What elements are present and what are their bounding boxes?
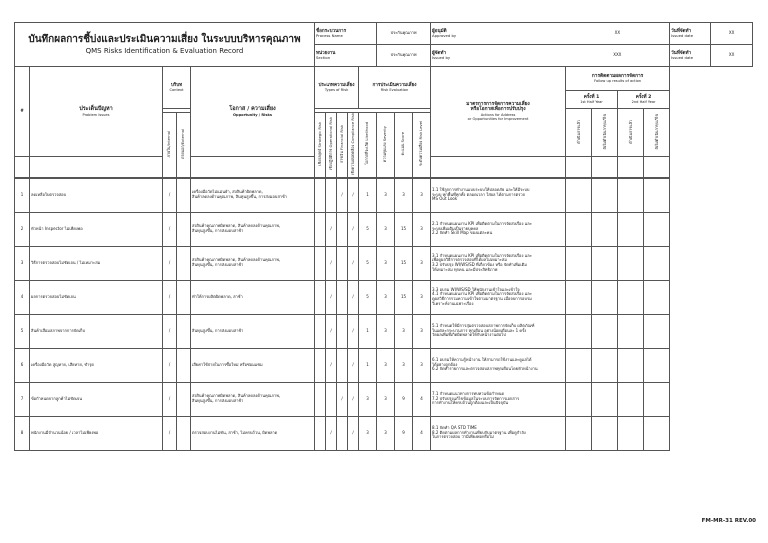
row-h2-progress xyxy=(618,416,644,450)
row-h2-not-done xyxy=(644,246,670,280)
col-h2-progress: ดำเนินการแล้ว xyxy=(618,109,644,157)
row-score: 9 xyxy=(395,416,413,450)
row-blank-1 xyxy=(670,178,711,212)
row-level: 3 xyxy=(413,212,431,246)
col-internal: ภายใน/Internal xyxy=(163,113,177,178)
row-h1-progress xyxy=(566,348,592,382)
row-actions-line: ในการตรวจสอบ ว่ามีเพียงพอหรือไม่ xyxy=(432,434,494,440)
row-financial xyxy=(337,280,348,314)
col-h2-not-done: ยังไม่ดำเนินการ/แก้ไข xyxy=(644,109,670,157)
sub-header-table xyxy=(14,112,753,178)
column-header-row-1 xyxy=(15,67,753,91)
col-number: # xyxy=(15,67,30,157)
row-issue: หัวหน้า Inspector ไม่เพียงพอ xyxy=(30,212,163,246)
row-blank-2 xyxy=(711,246,753,280)
row-likelihood: 1 xyxy=(359,178,377,212)
row-actions-line: 2.2 จัดทำ Skill Map ของแต่ละคน xyxy=(432,230,493,236)
row-h2-progress xyxy=(618,348,644,382)
row-issue: ผลการตรวจสอบไม่ชัดเจน xyxy=(30,280,163,314)
row-risk-line: ตรวจสอบงานไม่ทัน, ล่าช้า, ไม่ครบถ้วน, ผิดพลาด xyxy=(192,429,278,435)
issued-date-label-1: วันที่จัดทำ Issued date xyxy=(670,23,711,45)
row-severity: 3 xyxy=(377,314,395,348)
row-external xyxy=(177,212,191,246)
row-risk-line: ส่งสินค้าคุณภาพผิดพลาด, สินค้าลดลงด้านคุณภาพ, xyxy=(192,223,281,229)
row-risk-line: สินค้าลดลงด้านคุณภาพ, สินทุนสูงขึ้น, การส่งมอบล่าช้า xyxy=(192,194,287,199)
row-risk xyxy=(191,348,315,382)
row-actions-line: ได้อย่างถูกต้อง xyxy=(432,361,458,367)
row-risk xyxy=(191,314,315,348)
row-risk-line: เสียค่าใช้จ่ายในการซื้อใหม่ หรือซ่อมแซม xyxy=(192,361,263,367)
row-operational xyxy=(326,178,337,212)
row-severity: 3 xyxy=(377,280,395,314)
row-risk-line: ส่งสินค้าคุณภาพผิดพลาด, สินค้าลดลงด้านคุณภาพ, xyxy=(192,257,281,263)
row-score: 15 xyxy=(395,246,413,280)
row-actions-line: 1.1 ใช้ลูกการทำงานแบบระบบให้ปลอดภัย และให้มีระบบ xyxy=(432,187,530,193)
row-compliance: / xyxy=(348,178,359,212)
row-actions-line: ระบบ ทุกพื้นที่ทุกทั้ง ตลอดเวลา ใส่ผล ได้ตามการตรวจ xyxy=(432,191,525,197)
row-likelihood: 5 xyxy=(359,280,377,314)
row-actions-line: การทำงานให้ครบถ้วนถูกต้องและเป็นปัจจุบัน xyxy=(432,400,509,406)
row-actions xyxy=(431,280,566,314)
col-half-1: ครั้งที่ 1 1st Half Year xyxy=(566,91,618,109)
issued-by-label: ผู้จัดทำ Issued by xyxy=(431,45,566,67)
row-financial xyxy=(337,314,348,348)
row-internal: / xyxy=(163,246,177,280)
issued-date-value-1: XX xyxy=(711,23,753,45)
table-row xyxy=(15,382,753,416)
col-follow-up: การติดตามผลการจัดการ Follow up results of action xyxy=(566,67,670,91)
row-level: 4 xyxy=(413,382,431,416)
row-severity: 3 xyxy=(377,348,395,382)
row-actions-line: 7.2 ปรับปรุงแก้ไขข้อมูลในระบบการจัดการเอกสาร xyxy=(432,395,520,401)
row-financial xyxy=(337,246,348,280)
row-h2-not-done xyxy=(644,314,670,348)
row-h2-progress xyxy=(618,178,644,212)
row-operational: / xyxy=(326,416,337,450)
risk-rows xyxy=(15,178,753,450)
col-half-2: ครั้งที่ 2 2nd Half Year xyxy=(618,91,670,109)
row-h2-progress xyxy=(618,382,644,416)
row-number: 4 xyxy=(15,280,30,314)
row-severity: 3 xyxy=(377,212,395,246)
row-external xyxy=(177,416,191,450)
row-h1-not-done xyxy=(592,178,618,212)
risk-rows-table xyxy=(14,178,753,451)
row-h2-not-done xyxy=(644,348,670,382)
row-actions-line: 8.2 ติดตามผลการทำงานเทียบกับมาตรฐาน เพื่อดูกำลัง xyxy=(432,429,526,435)
row-actions xyxy=(431,212,566,246)
row-operational: / xyxy=(326,280,337,314)
row-financial xyxy=(337,348,348,382)
process-name-value: ประกันคุณภาพ xyxy=(377,23,431,45)
row-score: 3 xyxy=(395,314,413,348)
row-actions-line: 2.1 กำหนดแผนงาน KPI เพื่อติดตามในการจัดส่งเรื่อง และ xyxy=(432,221,532,227)
row-score: 15 xyxy=(395,280,413,314)
row-financial xyxy=(337,416,348,450)
row-internal: / xyxy=(163,280,177,314)
col-problem-issues: ประเด็นปัญหา Problem Issues xyxy=(30,67,163,157)
row-h1-progress xyxy=(566,280,592,314)
row-strategic xyxy=(315,212,326,246)
sub-header-row xyxy=(15,113,753,178)
row-h2-progress xyxy=(618,280,644,314)
row-compliance: / xyxy=(348,314,359,348)
section-value: ประกันคุณภาพ xyxy=(377,45,431,67)
table-row xyxy=(15,314,753,348)
col-types-of-risk: ประเภทความเสี่ยง Types of Risk xyxy=(315,67,359,109)
col-score: คะแนน Score xyxy=(395,113,413,178)
row-compliance: / xyxy=(348,212,359,246)
row-score: 3 xyxy=(395,348,413,382)
row-h1-progress xyxy=(566,212,592,246)
col-type-compliance: เชิงความสอดคล้อง Compliance Risk xyxy=(348,113,359,178)
row-external xyxy=(177,382,191,416)
row-h1-progress xyxy=(566,416,592,450)
row-risk-line: สินทุนสูงขึ้น, การส่งมอบล่าช้า xyxy=(192,228,244,233)
row-actions-line: วัดผลเพิ่มที่เกิดผิดพลาดให้กับหน้างานต่อไป xyxy=(432,332,506,338)
row-actions-line: ให้เหมาะสม ทุกคน และมีประสิทธิภาพ xyxy=(432,266,498,272)
row-actions-line: ในแต่ละกระบวนการ ทุกเดือน อย่างน้อยเดือนละ 1 ครั้ง xyxy=(432,327,527,333)
col-likelihood: โอกาสที่จะเกิด Likelihood xyxy=(359,113,377,178)
row-actions xyxy=(431,246,566,280)
row-level: 4 xyxy=(413,416,431,450)
row-risk-line: สินทุนสูงขึ้น, การส่งมอบล่าช้า xyxy=(192,398,244,403)
row-risk xyxy=(191,416,315,450)
row-operational: / xyxy=(326,314,337,348)
risk-record-sheet xyxy=(14,22,752,504)
row-actions-line: 4.1 กำหนดแผนงาน KPI เพื่อติดตามในการจัดส่งเรื่อง และ xyxy=(432,291,532,297)
row-compliance: / xyxy=(348,280,359,314)
row-score: 15 xyxy=(395,212,413,246)
approved-by-value: XX xyxy=(566,23,670,45)
row-risk-line: สินทุนสูงขึ้น, การส่งมอบล่าช้า xyxy=(192,262,244,267)
row-h2-progress xyxy=(618,212,644,246)
issued-by-value: XXX xyxy=(566,45,670,67)
row-operational: / xyxy=(326,348,337,382)
row-score: 3 xyxy=(395,178,413,212)
row-h1-not-done xyxy=(592,314,618,348)
row-h1-not-done xyxy=(592,382,618,416)
row-risk xyxy=(191,280,315,314)
row-number: 5 xyxy=(15,314,30,348)
col-type-financial: การเงิน Financial Risk xyxy=(337,113,348,178)
row-level: 3 xyxy=(413,246,431,280)
row-risk-line: เครื่องมือวัดไม่แม่นยำ, ส่งสินค้าผิดพลาด, xyxy=(192,189,263,195)
row-actions xyxy=(431,348,566,382)
row-actions-line: เพื่อดูผลวิธีการตรวจสอบที่ได้ผลไม่เหมาะสม xyxy=(432,257,507,263)
col-risk-evaluation: การประเมินความเสี่ยง Risk Evaluation xyxy=(359,67,431,109)
row-internal: / xyxy=(163,314,177,348)
row-blank-1 xyxy=(670,314,711,348)
row-level: 3 xyxy=(413,280,431,314)
col-severity: ความรุนแรง Severity xyxy=(377,113,395,178)
col-external: ภายนอก/External xyxy=(177,113,191,178)
row-actions-line: 5.1 กำหนดให้มีการสุ่มตรวจสอบสภาพการจัดเก็บ ผลิตภัณฑ์ xyxy=(432,323,535,329)
row-actions-line: 7.1 กำหนดแนวทางการทบทวนข้อกำหนด xyxy=(432,391,505,397)
row-internal: / xyxy=(163,178,177,212)
row-internal: / xyxy=(163,416,177,450)
row-actions-line: 6.1 อบรมให้ความรู้หน้างาน ให้สามารถใช้งานและดูแลได้ xyxy=(432,357,532,363)
row-blank-2 xyxy=(711,382,753,416)
row-actions-line: 8.1 จัดทำ QA STD TIME xyxy=(432,425,477,431)
row-strategic xyxy=(315,178,326,212)
row-number: 6 xyxy=(15,348,30,382)
row-blank-1 xyxy=(670,416,711,450)
row-h1-progress xyxy=(566,246,592,280)
row-severity: 3 xyxy=(377,382,395,416)
col-opportunity-risks: โอกาส / ความเสี่ยง Opportunity / Risks xyxy=(191,67,315,157)
section-label: หน่วยงาน Section xyxy=(315,45,377,67)
row-strategic xyxy=(315,348,326,382)
row-number: 2 xyxy=(15,212,30,246)
col-context: บริบท Context xyxy=(163,67,191,109)
row-likelihood: 5 xyxy=(359,246,377,280)
row-h1-not-done xyxy=(592,280,618,314)
row-operational: / xyxy=(326,246,337,280)
row-external xyxy=(177,178,191,212)
form-title: บันทึกผลการชี้บ่งและประเมินความเสี่ยง ในระบบบริหารคุณภาพ QMS Risks Identification & Evaluation Record xyxy=(15,23,315,67)
row-h2-not-done xyxy=(644,416,670,450)
header-row-1 xyxy=(15,23,753,45)
row-risk xyxy=(191,246,315,280)
row-severity: 3 xyxy=(377,416,395,450)
col-type-operational: เชิงปฏิบัติการ Operational Risk xyxy=(326,113,337,178)
table-row xyxy=(15,178,753,212)
row-strategic xyxy=(315,382,326,416)
row-actions-line: 6.2 จัดทำรายการและตรวจสอบสภาพทุกเดือนโดยหัวหน้างาน xyxy=(432,366,538,372)
row-number: 7 xyxy=(15,382,30,416)
process-name-label: ชื่อกระบวนการ Process Name xyxy=(315,23,377,45)
row-blank-2 xyxy=(711,178,753,212)
row-h1-progress xyxy=(566,314,592,348)
col-risk-level: ระดับความเสี่ยง Risk Level xyxy=(413,113,431,178)
row-likelihood: 1 xyxy=(359,314,377,348)
row-internal: / xyxy=(163,348,177,382)
row-likelihood: 1 xyxy=(359,348,377,382)
row-external xyxy=(177,348,191,382)
col-h1-progress: ดำเนินการแล้ว xyxy=(566,109,592,157)
row-actions-line: 3.1 กำหนดแผนงาน KPI เพื่อติดตามในการจัดส่งเรื่อง และ xyxy=(432,252,532,258)
col-type-strategic: เชิงกลยุทธ์ Strategic Risk xyxy=(315,113,326,178)
row-h2-progress xyxy=(618,314,644,348)
row-external xyxy=(177,246,191,280)
row-risk xyxy=(191,212,315,246)
row-financial xyxy=(337,212,348,246)
row-blank-2 xyxy=(711,416,753,450)
row-actions xyxy=(431,382,566,416)
row-issue: วิธีการตรวจสอบไม่ชัดเจน / ไม่เหมาะสม xyxy=(30,246,163,280)
row-blank-2 xyxy=(711,314,753,348)
row-financial: / xyxy=(337,178,348,212)
row-number: 1 xyxy=(15,178,30,212)
row-number: 3 xyxy=(15,246,30,280)
row-level: 3 xyxy=(413,314,431,348)
row-blank-1 xyxy=(670,382,711,416)
row-actions-line: MS Out Look xyxy=(432,196,458,202)
row-issue: เครื่องมือวัด สูญหาย, เสียหาย, ชำรุด xyxy=(30,348,163,382)
row-strategic xyxy=(315,416,326,450)
row-h1-not-done xyxy=(592,416,618,450)
document-code: FM-MR-31 REV.00 xyxy=(701,518,756,524)
row-issue: สินค้าเสื่อมสภาพจากการจัดเก็บ xyxy=(30,314,163,348)
row-actions-line: ระบบเพิ่มเติมเป็นรายบุคคล xyxy=(432,225,479,231)
row-issue: พนักงานมีจำนวนน้อย / เวลาไม่เพียงพอ xyxy=(30,416,163,450)
row-level: 3 xyxy=(413,178,431,212)
row-actions xyxy=(431,416,566,450)
row-actions-line: 3.2 ปรับปรุง WI/WS/SD ที่เกี่ยวข้อง หรือ จัดทำเพิ่มเติม xyxy=(432,262,527,267)
row-h2-not-done xyxy=(644,178,670,212)
row-compliance: / xyxy=(348,348,359,382)
row-blank-1 xyxy=(670,348,711,382)
row-strategic xyxy=(315,246,326,280)
row-issue: ลดเหลือใบตรวจสอบ xyxy=(30,178,163,212)
row-compliance: / xyxy=(348,246,359,280)
table-row xyxy=(15,416,753,450)
row-issue: ข้อกำหนดจากลูกค้าไม่ชัดเจน xyxy=(30,382,163,416)
row-strategic xyxy=(315,314,326,348)
issued-date-value-2: XX xyxy=(711,45,753,67)
row-h1-not-done xyxy=(592,246,618,280)
row-h1-not-done xyxy=(592,212,618,246)
row-number: 8 xyxy=(15,416,30,450)
row-actions-line: ดูผลวิธีการรวมความเข้าใจตามมาตรฐาน เมื่อจบการอบรม xyxy=(432,296,532,301)
row-blank-2 xyxy=(711,348,753,382)
row-blank-1 xyxy=(670,280,711,314)
row-severity: 3 xyxy=(377,246,395,280)
row-likelihood: 3 xyxy=(359,416,377,450)
row-external xyxy=(177,280,191,314)
row-severity: 3 xyxy=(377,178,395,212)
row-internal: / xyxy=(163,382,177,416)
table-row xyxy=(15,212,753,246)
table-row xyxy=(15,348,753,382)
col-h1-not-done: ยังไม่ดำเนินการ/แก้ไข xyxy=(592,109,618,157)
approved-by-label: ผู้อนุมัติ Approved by xyxy=(431,23,566,45)
row-compliance: / xyxy=(348,382,359,416)
row-h2-not-done xyxy=(644,382,670,416)
row-external xyxy=(177,314,191,348)
row-strategic xyxy=(315,280,326,314)
row-h2-progress xyxy=(618,246,644,280)
row-likelihood: 3 xyxy=(359,382,377,416)
row-h1-progress xyxy=(566,382,592,416)
row-compliance: / xyxy=(348,416,359,450)
row-operational xyxy=(326,382,337,416)
row-risk-line: สินทุนสูงขึ้น, การส่งมอบล่าช้า xyxy=(192,327,244,333)
row-h1-progress xyxy=(566,178,592,212)
row-level: 3 xyxy=(413,348,431,382)
row-risk xyxy=(191,382,315,416)
row-actions xyxy=(431,178,566,212)
row-actions xyxy=(431,314,566,348)
col-actions: มาตรการการจัดการความเสี่ยง หรือโอกาสเพื่อการปรับปรุง Actions for Address or Opportunities for Improvement xyxy=(431,67,566,157)
row-blank-2 xyxy=(711,280,753,314)
row-h1-not-done xyxy=(592,348,618,382)
row-risk-line: ส่งสินค้าคุณภาพผิดพลาด, สินค้าลดลงด้านคุณภาพ, xyxy=(192,393,281,399)
row-h2-not-done xyxy=(644,280,670,314)
row-risk xyxy=(191,178,315,212)
row-risk-line: ทำให้การผลิตผิดพลาด, ล่าช้า xyxy=(192,293,243,299)
row-actions-line: 3.3 อบรม WI/WS/SD ให้พนักงานเข้าใจและเข้าใจ xyxy=(432,286,520,292)
row-financial: / xyxy=(337,382,348,416)
row-operational: / xyxy=(326,212,337,246)
row-blank-1 xyxy=(670,246,711,280)
row-h2-not-done xyxy=(644,212,670,246)
row-blank-1 xyxy=(670,212,711,246)
row-internal: / xyxy=(163,212,177,246)
row-actions-line: วิเคราะห์งานเฉพาะเรื่อง xyxy=(432,300,474,306)
table-row xyxy=(15,280,753,314)
table-row xyxy=(15,246,753,280)
issued-date-label-2: วันที่จัดทำ Issued date xyxy=(670,45,711,67)
row-blank-2 xyxy=(711,212,753,246)
row-score: 9 xyxy=(395,382,413,416)
row-likelihood: 5 xyxy=(359,212,377,246)
